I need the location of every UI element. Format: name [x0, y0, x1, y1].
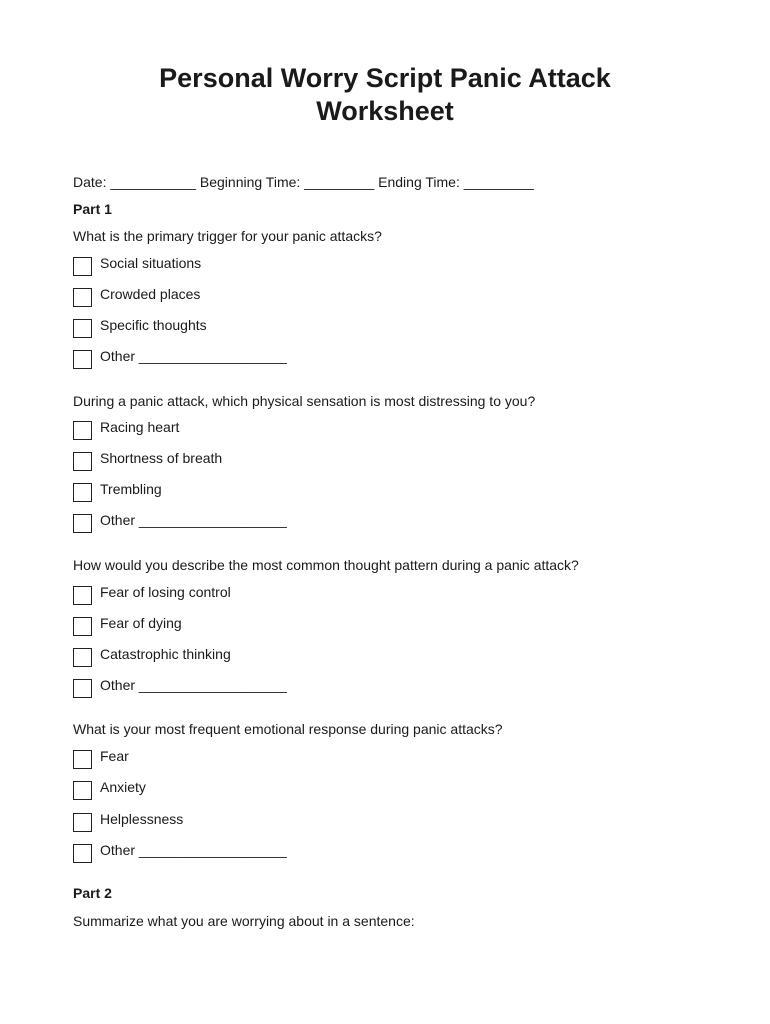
- checkbox[interactable]: [73, 421, 92, 440]
- date-time-line: Date: ___________ Beginning Time: _________ Ending Time: _________: [73, 174, 534, 190]
- checkbox[interactable]: [73, 257, 92, 276]
- checkbox[interactable]: [73, 813, 92, 832]
- option-label: Other ___________________: [100, 348, 287, 364]
- option-label: Other ___________________: [100, 677, 287, 693]
- checkbox[interactable]: [73, 648, 92, 667]
- checkbox[interactable]: [73, 750, 92, 769]
- option-q1-crowded-places[interactable]: [73, 288, 200, 310]
- option-q2-trembling[interactable]: [73, 483, 162, 505]
- title-line-1: Personal Worry Script Panic Attack: [159, 63, 611, 93]
- option-label: Catastrophic thinking: [100, 646, 231, 662]
- option-label: Racing heart: [100, 419, 180, 435]
- option-label: Trembling: [100, 481, 162, 497]
- option-q3-other[interactable]: [73, 679, 287, 701]
- checkbox[interactable]: [73, 483, 92, 502]
- option-q2-shortness-of-breath[interactable]: [73, 452, 222, 474]
- checkbox[interactable]: [73, 288, 92, 307]
- checkbox[interactable]: [73, 319, 92, 338]
- option-label: Shortness of breath: [100, 450, 223, 466]
- option-q2-other[interactable]: [73, 514, 287, 536]
- question-1: What is the primary trigger for your panic attacks?: [73, 228, 382, 244]
- question-2: During a panic attack, which physical sensation is most distressing to you?: [73, 393, 536, 409]
- page-title: [0, 62, 770, 128]
- checkbox[interactable]: [73, 514, 92, 533]
- option-label: Fear of losing control: [100, 584, 231, 600]
- checkbox[interactable]: [73, 781, 92, 800]
- option-q4-anxiety[interactable]: [73, 781, 146, 803]
- checkbox[interactable]: [73, 586, 92, 605]
- checkbox[interactable]: [73, 844, 92, 863]
- option-label: Helplessness: [100, 811, 184, 827]
- option-label: Crowded places: [100, 286, 201, 302]
- option-label: Fear: [100, 748, 129, 764]
- option-q3-fear-of-losing-control[interactable]: [73, 586, 231, 608]
- option-q3-fear-of-dying[interactable]: [73, 617, 182, 639]
- option-q1-social-situations[interactable]: [73, 257, 201, 279]
- checkbox[interactable]: [73, 350, 92, 369]
- question-4: What is your most frequent emotional response during panic attacks?: [73, 721, 503, 737]
- checkbox[interactable]: [73, 617, 92, 636]
- option-label: Other ___________________: [100, 512, 287, 528]
- option-q2-racing-heart[interactable]: [73, 421, 179, 443]
- checkbox[interactable]: [73, 679, 92, 698]
- option-q4-helplessness[interactable]: [73, 813, 183, 835]
- checkbox[interactable]: [73, 452, 92, 471]
- option-q4-other[interactable]: [73, 844, 287, 866]
- option-label: Social situations: [100, 255, 202, 271]
- part-2-prompt: Summarize what you are worrying about in a sentence:: [73, 913, 415, 929]
- option-label: Specific thoughts: [100, 317, 207, 333]
- option-label: Other ___________________: [100, 842, 287, 858]
- option-q3-catastrophic-thinking[interactable]: [73, 648, 231, 670]
- title-line-2: Worksheet: [316, 96, 454, 126]
- option-label: Anxiety: [100, 779, 146, 795]
- part-2-heading: Part 2: [73, 885, 112, 901]
- option-q1-other[interactable]: [73, 350, 287, 372]
- option-label: Fear of dying: [100, 615, 182, 631]
- question-3: How would you describe the most common thought pattern during a panic attack?: [73, 557, 579, 573]
- option-q1-specific-thoughts[interactable]: [73, 319, 207, 341]
- part-1-heading: Part 1: [73, 201, 112, 217]
- option-q4-fear[interactable]: [73, 750, 129, 772]
